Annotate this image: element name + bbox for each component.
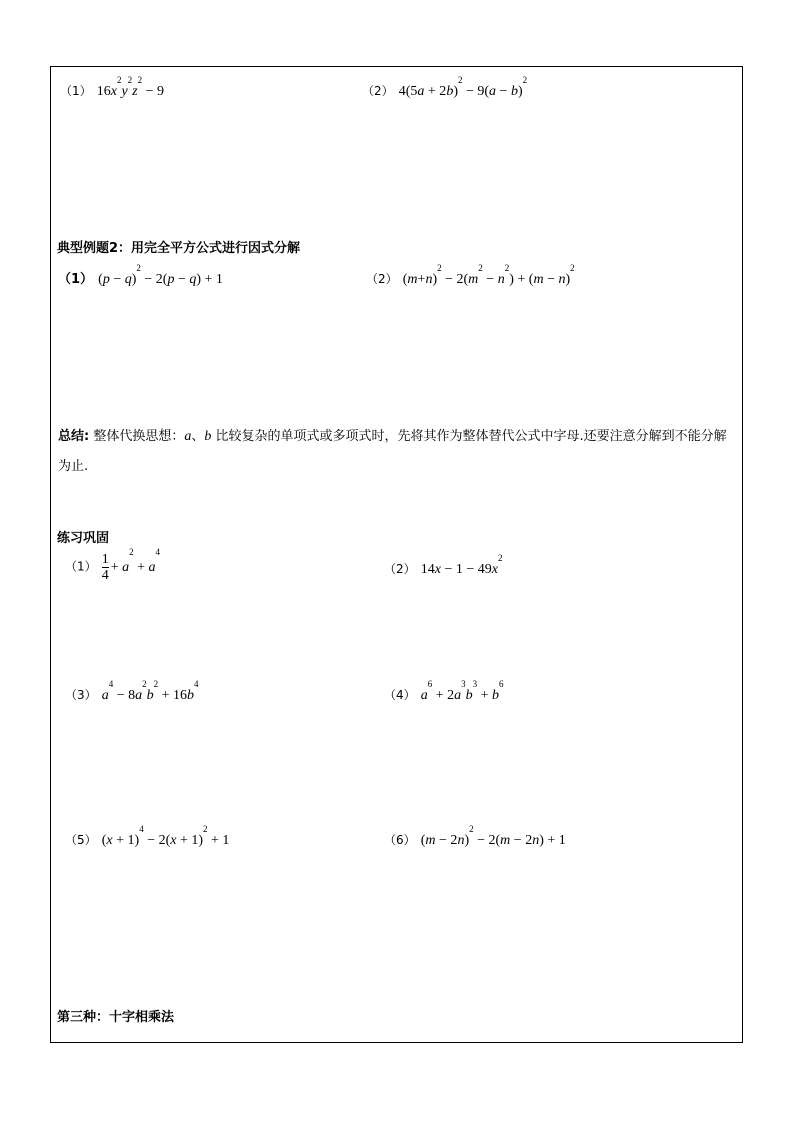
example2-title: 典型例题2：用完全平方公式进行因式分解 bbox=[57, 241, 301, 256]
expression: $\frac{1}{4}$ + $a^2 + a^4$ bbox=[101, 547, 161, 583]
example2-problem-1 bbox=[58, 263, 223, 288]
problem-label: （2） bbox=[362, 84, 394, 98]
expression: $a^4 - 8a^2b^2 + 16b^4$ bbox=[101, 679, 199, 703]
problem-1-1 bbox=[60, 75, 165, 100]
summary-text-1: 整体代换思想： bbox=[89, 429, 185, 444]
problem-label: （5） bbox=[65, 833, 97, 847]
expression: $(p - q)^2 - 2(p - q) + 1$ bbox=[98, 263, 223, 287]
summary-sep: 、 bbox=[191, 429, 205, 444]
summary-text-2: 比较复杂的单项式或多项式时，先将其作为整体替代公式中字母.还要注意分解到不能分解为止. bbox=[58, 429, 727, 474]
problem-label: （1） bbox=[60, 84, 92, 98]
example2-problem-2 bbox=[366, 263, 575, 288]
expression: $a^6 + 2a^3b^3 + b^6$ bbox=[420, 679, 504, 703]
expression: $14x - 1 - 49x^2$ bbox=[420, 553, 503, 577]
problem-label: （6） bbox=[384, 833, 416, 847]
practice-problem-2 bbox=[384, 553, 503, 578]
problem-label: （2） bbox=[384, 562, 416, 576]
problem-label: （1） bbox=[58, 272, 94, 287]
fraction-one-quarter: $\frac{1}{4}$ bbox=[101, 552, 109, 583]
expression: $(m - 2n)^2 - 2(m - 2n) + 1$ bbox=[420, 824, 566, 848]
summary-var-b: b bbox=[204, 429, 212, 444]
problem-1-2 bbox=[362, 75, 528, 100]
summary-var-a: a bbox=[184, 429, 192, 444]
problem-label: （4） bbox=[384, 688, 416, 702]
practice-problem-5 bbox=[65, 824, 230, 849]
section3-title: 第三种：十字相乘法 bbox=[57, 1010, 175, 1025]
problem-label: （3） bbox=[65, 688, 97, 702]
practice-problem-6 bbox=[384, 824, 566, 849]
practice-problem-1 bbox=[65, 547, 161, 583]
summary-paragraph bbox=[58, 422, 738, 482]
expression: $4(5a + 2b)^2 - 9(a - b)^2$ bbox=[398, 75, 528, 99]
practice-title: 练习巩固 bbox=[57, 531, 110, 546]
problem-label: （1） bbox=[65, 559, 97, 574]
expression: $(m+n)^2 - 2(m^2 - n^2) + (m - n)^2$ bbox=[402, 263, 575, 287]
practice-problem-3 bbox=[65, 679, 199, 704]
summary-label: 总结: bbox=[58, 429, 90, 444]
problem-label: （2） bbox=[366, 272, 398, 286]
expression: $(x + 1)^4 - 2(x + 1)^2 + 1$ bbox=[101, 824, 230, 848]
expression: $16x^2y^2z^2 - 9$ bbox=[96, 75, 165, 99]
practice-problem-4 bbox=[384, 679, 504, 704]
